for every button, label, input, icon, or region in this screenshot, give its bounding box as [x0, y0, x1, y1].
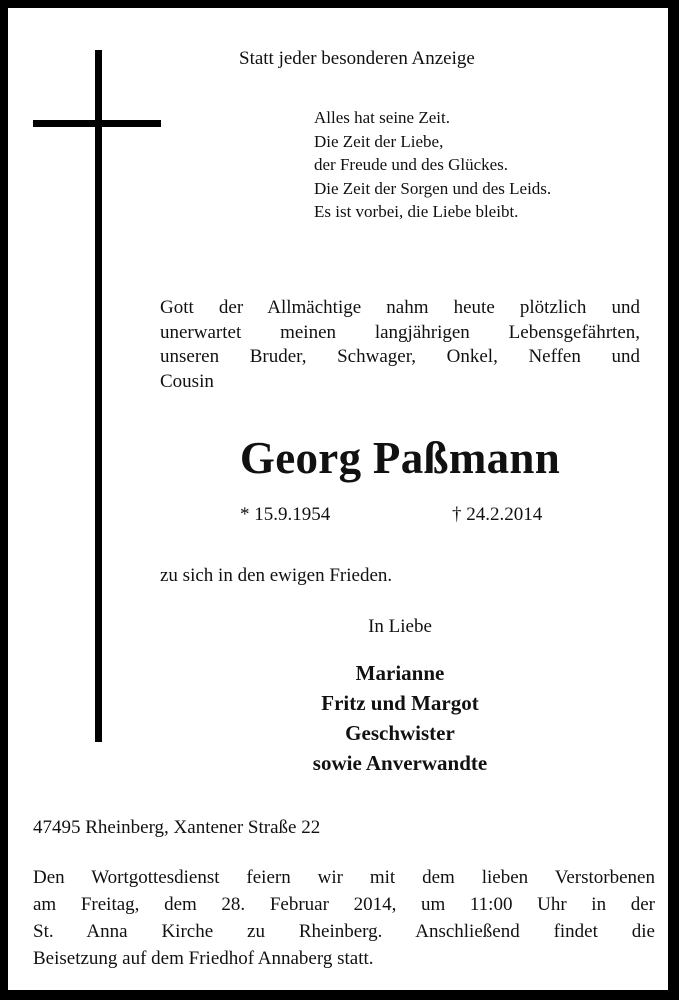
mourner: sowie Anverwandte	[312, 751, 488, 775]
intro-line: Gott der Allmächtige nahm heute plötzlich und	[160, 297, 640, 318]
intro-paragraph	[160, 296, 640, 394]
notice-header: Statt jeder besonderen Anzeige	[239, 48, 475, 69]
service-paragraph	[33, 864, 655, 972]
service-line: St. Anna Kirche zu Rheinberg. Anschließend findet die	[33, 921, 655, 942]
mourner: Fritz und Margot	[321, 691, 479, 715]
deceased-name: Georg Paßmann	[239, 433, 561, 483]
cross-horizontal-bar	[33, 120, 161, 127]
birth-date: * 15.9.1954	[240, 504, 331, 525]
address: 47495 Rheinberg, Xantener Straße 22	[33, 817, 321, 838]
poem-line: Die Zeit der Sorgen und des Leids.	[314, 178, 552, 198]
poem-line: der Freude und des Glückes.	[314, 155, 509, 174]
poem-line: Alles hat seine Zeit.	[314, 108, 450, 127]
peace-line: zu sich in den ewigen Frieden.	[160, 565, 393, 586]
mourner: Marianne	[355, 661, 445, 685]
mourners-list	[160, 658, 640, 778]
intro-line: unseren Bruder, Schwager, Onkel, Neffen und	[160, 346, 640, 367]
service-line: am Freitag, dem 28. Februar 2014, um 11:00 Uhr in der	[33, 894, 655, 915]
obituary-notice	[8, 8, 668, 990]
intro-line: Cousin	[160, 370, 214, 392]
service-line: Beisetzung auf dem Friedhof Annaberg statt.	[33, 948, 374, 969]
closing-line: In Liebe	[368, 616, 432, 637]
service-line: Den Wortgottesdienst feiern wir mit dem lieben Verstorbenen	[33, 867, 655, 888]
poem	[314, 106, 551, 224]
poem-line: Die Zeit der Liebe,	[314, 131, 444, 151]
death-date: † 24.2.2014	[452, 504, 543, 525]
mourner: Geschwister	[345, 721, 455, 745]
poem-line: Es ist vorbei, die Liebe bleibt.	[314, 202, 519, 221]
cross-vertical-bar	[95, 50, 102, 742]
intro-line: unerwartet meinen langjährigen Lebensgefährten,	[160, 321, 640, 343]
